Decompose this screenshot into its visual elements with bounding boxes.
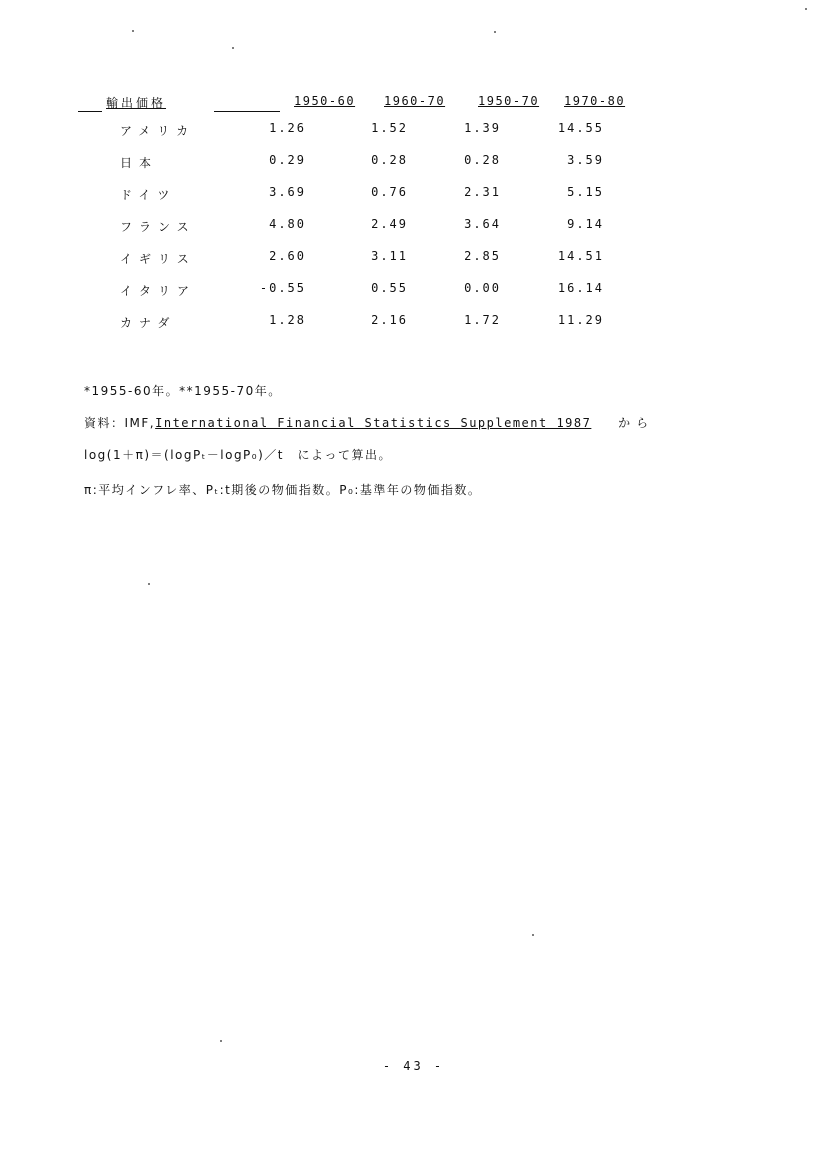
scan-speck [232,47,234,49]
header-label: 輸出価格 [106,96,167,110]
page-number: - 43 - [382,1059,445,1073]
table-row [78,114,658,146]
source-line [84,414,654,431]
scan-speck [132,30,134,32]
scan-speck [148,583,150,585]
row-value: 14.55 [557,121,604,135]
row-value: 0.55 [371,281,408,295]
scan-speck [494,31,496,33]
row-value: 5.15 [567,185,604,199]
row-value: 2.49 [371,217,408,231]
row-value: 0.76 [371,185,408,199]
table-row [78,306,658,338]
row-value: 1.39 [464,121,501,135]
row-country: アメリカ [120,124,196,138]
source-title: International Financial Statistics Supplement 1987 [155,416,592,430]
row-value: 3.59 [567,153,604,167]
row-value: 2.31 [464,185,501,199]
scan-speck [805,8,807,10]
definitions-line: π:平均インフレ率、Pₜ:t期後の物価指数。P₀:基準年の物価指数。 [84,483,482,497]
header-col-1960-70: 1960-70 [384,94,446,108]
source-prefix: 資料：IMF, [84,416,156,430]
row-country: カナダ [120,316,177,330]
source-suffix: から [618,416,655,430]
row-value: 1.72 [464,313,501,327]
row-value: 3.11 [371,249,408,263]
row-value: 0.00 [464,281,501,295]
row-value: 1.52 [371,121,408,135]
table-row [78,210,658,242]
formula-line: log(1＋π)＝(logPₜ－logP₀)／t によって算出。 [84,448,392,462]
header-col-1970-80: 1970-80 [564,94,626,108]
row-value: 1.26 [269,121,306,135]
row-value: 0.28 [371,153,408,167]
row-value: 3.69 [269,185,306,199]
row-country: フランス [120,220,196,234]
row-value: 2.16 [371,313,408,327]
header-rule [78,111,102,112]
scan-speck [220,1040,222,1042]
header-col-1950-60: 1950-60 [294,94,356,108]
header-col-1950-70: 1950-70 [478,94,540,108]
footnote: *1955-60年。**1955-70年。 [84,384,282,398]
table-row [78,178,658,210]
scan-speck [532,934,534,936]
row-country: イタリア [120,284,197,298]
row-value: 2.85 [464,249,501,263]
row-value: 9.14 [567,217,604,231]
row-value: -0.55 [259,281,306,295]
table-row [78,274,658,306]
row-country: イギリス [120,252,196,266]
row-value: 3.64 [464,217,501,231]
row-value: 1.28 [269,313,306,327]
row-value: 16.14 [557,281,604,295]
row-value: 0.29 [269,153,306,167]
row-value: 11.29 [557,313,604,327]
row-value: 2.60 [269,249,306,263]
export-price-table [78,90,658,338]
header-rule [214,111,280,112]
row-value: 0.28 [464,153,501,167]
row-value: 14.51 [557,249,604,263]
row-country: 日本 [120,156,159,170]
row-country: ドイツ [120,188,177,202]
table-row [78,242,658,274]
table-header [78,90,658,114]
row-value: 4.80 [269,217,306,231]
table-row [78,146,658,178]
